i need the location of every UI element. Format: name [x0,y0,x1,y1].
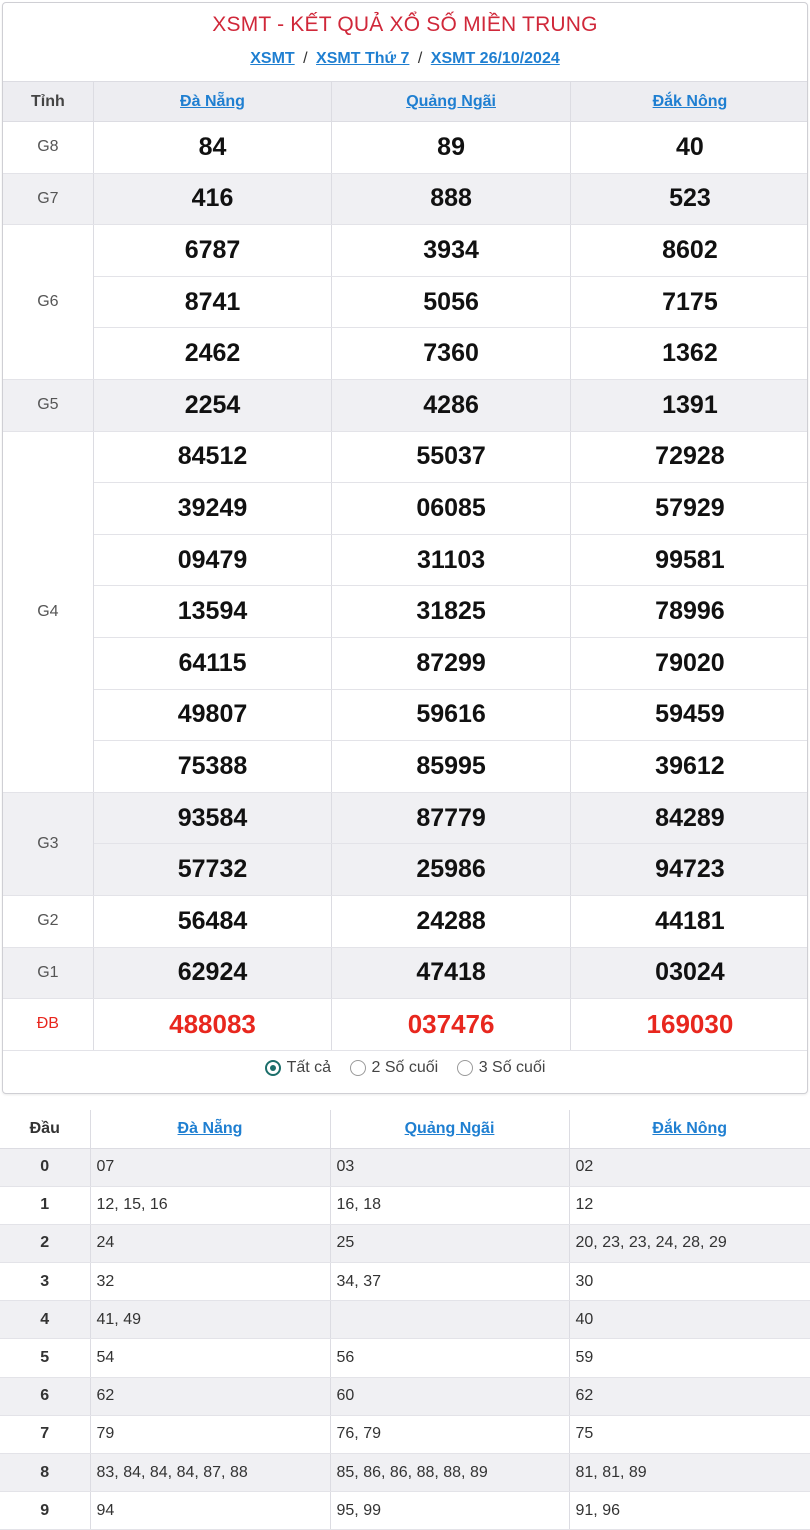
breadcrumb-separator: / [303,50,308,67]
tail-numbers-cell: 62 [90,1377,330,1415]
prize-number: 94723 [570,844,808,896]
tail-numbers-cell: 03 [330,1148,569,1186]
filter-option-last-2[interactable] [350,1059,439,1077]
tail-numbers-cell: 54 [90,1339,330,1377]
special-prize-number: 169030 [570,999,808,1051]
head-digit-label: 6 [0,1377,90,1415]
results-header-row [3,82,808,122]
prize-label: G3 [3,792,93,895]
filter-option-last-3[interactable] [457,1059,546,1077]
prize-number: 7175 [570,276,808,328]
results-body [3,122,808,1051]
prize-number: 62924 [93,947,332,999]
prize-row [3,122,808,174]
breadcrumb-link-date[interactable]: XSMT 26/10/2024 [430,50,560,67]
prize-number: 1391 [570,379,808,431]
head-digit-row [0,1186,810,1224]
prize-number: 59459 [570,689,808,741]
prize-number: 24288 [332,895,571,947]
head-digit-row [0,1301,810,1339]
breadcrumb-separator: / [417,50,423,67]
prize-number: 57732 [93,844,332,896]
prize-row [3,689,808,741]
head-digit-label: 4 [0,1301,90,1339]
prize-row [3,431,808,483]
prize-number: 84 [93,122,332,174]
head-digit-label: 0 [0,1148,90,1186]
tail-numbers-cell: 30 [569,1263,810,1301]
tail-numbers-cell: 24 [90,1224,330,1262]
head-digit-label: 5 [0,1339,90,1377]
tail-numbers-cell: 02 [569,1148,810,1186]
prize-number: 87779 [332,792,571,844]
prize-number: 2462 [93,328,332,380]
prize-row [3,225,808,277]
tail-numbers-cell: 95, 99 [330,1492,569,1530]
prize-number: 5056 [332,276,571,328]
prize-number: 25986 [332,844,571,896]
tail-numbers-cell: 94 [90,1492,330,1530]
prize-number: 44181 [570,895,808,947]
tail-numbers-cell: 12 [569,1186,810,1224]
province-link-quang-ngai[interactable]: Quảng Ngãi [406,92,496,110]
head-digit-table [0,1110,810,1530]
tail-numbers-cell [330,1301,569,1339]
page-title: XSMT - KẾT QUẢ XỔ SỐ MIỀN TRUNG [212,13,598,36]
tail-numbers-cell: 75 [569,1415,810,1453]
province-link-dak-nong[interactable]: Đắk Nông [652,1119,728,1137]
radio-selected-icon[interactable] [265,1060,281,1076]
tail-numbers-cell: 20, 23, 23, 24, 28, 29 [569,1224,810,1262]
column-header-province [93,82,332,122]
column-header-head-digit: Đầu [0,1110,90,1148]
tail-numbers-cell: 16, 18 [330,1186,569,1224]
column-header-province [330,1110,569,1148]
head-digit-row [0,1148,810,1186]
head-digit-body [0,1148,810,1530]
head-digit-label: 9 [0,1492,90,1530]
prize-label: G8 [3,122,93,174]
prize-number: 39249 [93,483,332,535]
prize-number: 55037 [332,431,571,483]
column-header-province [569,1110,810,1148]
prize-number: 2254 [93,379,332,431]
prize-label: G7 [3,173,93,225]
head-digit-row [0,1415,810,1453]
breadcrumb [3,50,807,68]
prize-number: 8741 [93,276,332,328]
tail-numbers-cell: 12, 15, 16 [90,1186,330,1224]
prize-number: 523 [570,173,808,225]
prize-number: 31825 [332,586,571,638]
prize-number: 4286 [332,379,571,431]
prize-number: 416 [93,173,332,225]
tail-numbers-cell: 76, 79 [330,1415,569,1453]
prize-number: 03024 [570,947,808,999]
tail-numbers-cell: 62 [569,1377,810,1415]
head-digit-label: 7 [0,1415,90,1453]
head-digit-row [0,1224,810,1262]
breadcrumb-link-xsmt[interactable]: XSMT [250,50,295,67]
prize-number: 40 [570,122,808,174]
prize-row [3,173,808,225]
province-link-dak-nong[interactable]: Đắk Nông [652,92,728,110]
prize-number: 3934 [332,225,571,277]
prize-label: G6 [3,225,93,380]
prize-number: 84512 [93,431,332,483]
tail-numbers-cell: 41, 49 [90,1301,330,1339]
head-digit-label: 2 [0,1224,90,1262]
prize-label: G5 [3,379,93,431]
prize-number: 6787 [93,225,332,277]
tail-numbers-cell: 40 [569,1301,810,1339]
filter-option-label: 3 Số cuối [478,1059,546,1076]
prize-number: 64115 [93,637,332,689]
prize-row [3,792,808,844]
prize-number: 49807 [93,689,332,741]
tail-numbers-cell: 83, 84, 84, 84, 87, 88 [90,1454,330,1492]
prize-label: G2 [3,895,93,947]
prize-label: ĐB [3,999,93,1051]
filter-option-label: Tất cả [286,1059,332,1076]
prize-number: 06085 [332,483,571,535]
prize-row [3,637,808,689]
prize-number: 87299 [332,637,571,689]
prize-number: 7360 [332,328,571,380]
tail-numbers-cell: 56 [330,1339,569,1377]
prize-row [3,328,808,380]
prize-number: 13594 [93,586,332,638]
tail-numbers-cell: 32 [90,1263,330,1301]
prize-row [3,741,808,793]
head-digit-row [0,1492,810,1530]
tail-numbers-cell: 25 [330,1224,569,1262]
head-digit-label: 8 [0,1454,90,1492]
column-header-province [332,82,571,122]
prize-label: G4 [3,431,93,792]
prize-row [3,947,808,999]
head-digit-row [0,1377,810,1415]
prize-number: 09479 [93,534,332,586]
prize-number: 89 [332,122,571,174]
head-digit-row [0,1454,810,1492]
column-header-province [90,1110,330,1148]
prize-number: 84289 [570,792,808,844]
prize-number: 78996 [570,586,808,638]
tail-numbers-cell: 79 [90,1415,330,1453]
prize-row [3,379,808,431]
prize-number: 47418 [332,947,571,999]
tail-numbers-cell: 07 [90,1148,330,1186]
tail-numbers-cell: 34, 37 [330,1263,569,1301]
column-header-province [570,82,808,122]
prize-number: 56484 [93,895,332,947]
province-link-da-nang[interactable]: Đà Nẵng [177,1119,243,1137]
radio-icon[interactable] [350,1060,366,1076]
prize-number: 72928 [570,431,808,483]
prize-number: 888 [332,173,571,225]
special-prize-number: 488083 [93,999,332,1051]
prize-number: 8602 [570,225,808,277]
results-card [2,2,808,1094]
filter-option-label: 2 Số cuối [371,1059,439,1076]
prize-number: 99581 [570,534,808,586]
breadcrumb-link-weekday[interactable]: XSMT Thứ 7 [316,50,410,67]
province-link-quang-ngai[interactable]: Quảng Ngãi [404,1119,495,1137]
prize-row [3,844,808,896]
column-header-province-label: Tỉnh [3,82,93,122]
tail-numbers-cell: 60 [330,1377,569,1415]
head-digit-header-row [0,1110,810,1148]
prize-number: 57929 [570,483,808,535]
prize-number: 75388 [93,741,332,793]
head-digit-label: 1 [0,1186,90,1224]
prize-row [3,534,808,586]
prize-number: 1362 [570,328,808,380]
head-digit-row [0,1339,810,1377]
tail-numbers-cell: 59 [569,1339,810,1377]
province-link-da-nang[interactable]: Đà Nẵng [180,92,245,110]
radio-icon[interactable] [457,1060,473,1076]
head-digit-label: 3 [0,1263,90,1301]
digit-filter [3,1059,807,1081]
prize-row [3,586,808,638]
tail-numbers-cell: 81, 81, 89 [569,1454,810,1492]
special-prize-number: 037476 [332,999,571,1051]
results-table [3,81,808,1051]
tail-numbers-cell: 85, 86, 86, 88, 88, 89 [330,1454,569,1492]
prize-row [3,483,808,535]
filter-option-all[interactable] [265,1059,331,1077]
prize-number: 59616 [332,689,571,741]
prize-label: G1 [3,947,93,999]
head-digit-row [0,1263,810,1301]
prize-number: 79020 [570,637,808,689]
prize-row [3,895,808,947]
prize-row [3,276,808,328]
prize-number: 85995 [332,741,571,793]
prize-row [3,999,808,1051]
prize-number: 31103 [332,534,571,586]
tail-numbers-cell: 91, 96 [569,1492,810,1530]
prize-number: 93584 [93,792,332,844]
prize-number: 39612 [570,741,808,793]
